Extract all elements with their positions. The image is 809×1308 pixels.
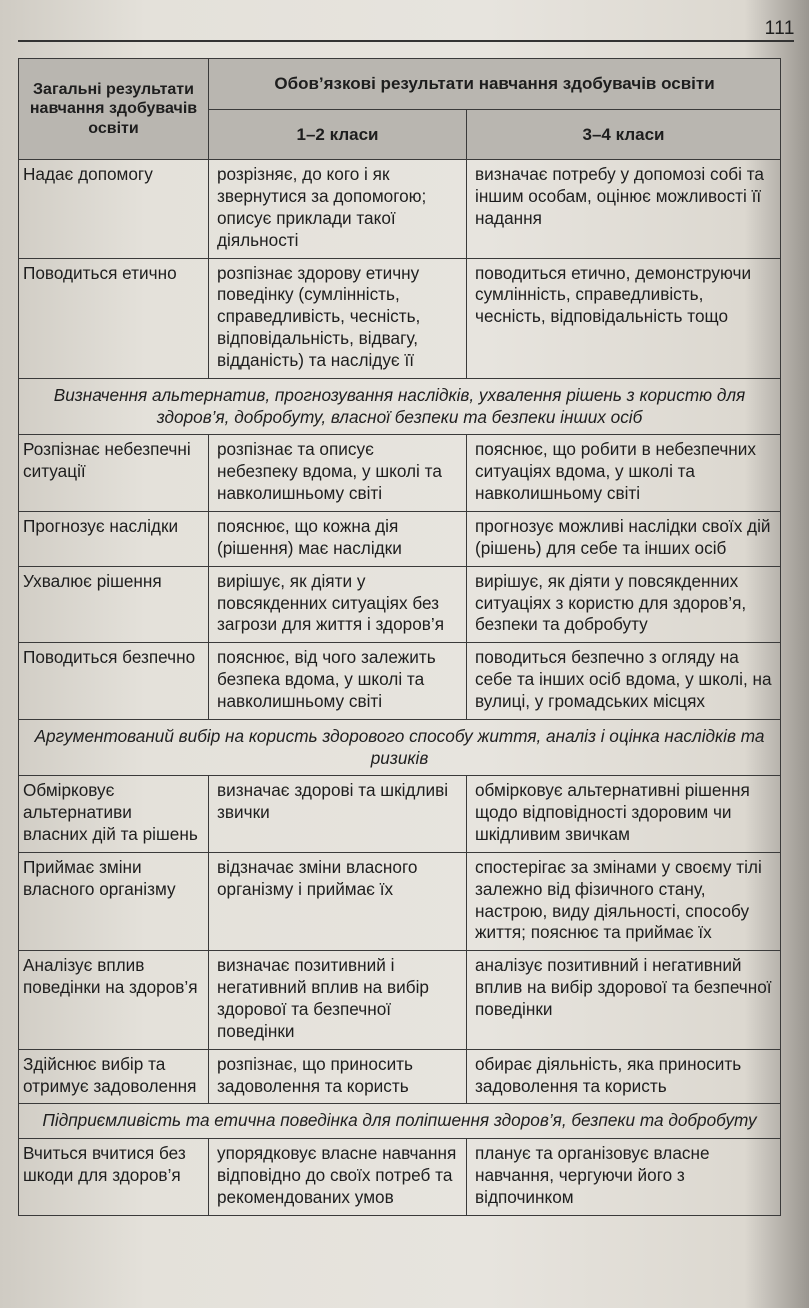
- grade-1-2-cell: розпізнає, що приносить задоволення та користь: [209, 1049, 467, 1104]
- general-result-cell: Обмірковує альтернативи власних дій та рішень: [19, 776, 209, 853]
- section-row: [19, 1104, 781, 1139]
- grade-1-2-cell: визначає здорові та шкідливі звички: [209, 776, 467, 853]
- table-body: [19, 160, 781, 1216]
- grade-3-4-cell: визначає потребу у допомозі собі та іншим особам, оцінює можливості її надання: [467, 160, 781, 258]
- general-result-cell: Поводиться безпечно: [19, 643, 209, 720]
- grade-1-2-cell: пояснює, від чого залежить безпека вдома, у школі та навколишньому світі: [209, 643, 467, 720]
- grade-1-2-cell: вирішує, як діяти у повсякденних ситуаціях без загрози для життя і здоров’я: [209, 566, 467, 643]
- grade-1-2-cell: упорядковує власне навчання відповідно до своїх потреб та рекомендованих умов: [209, 1139, 467, 1216]
- grade-3-4-cell: аналізує позитивний і негативний вплив на вибір здорової та безпечної поведінки: [467, 951, 781, 1049]
- grade-3-4-cell: обирає діяльність, яка приносить задоволення та користь: [467, 1049, 781, 1104]
- grade-3-4-cell: поводиться безпечно з огляду на себе та інших осіб вдома, у школі, на вулиці, у громадських місцях: [467, 643, 781, 720]
- table-row: [19, 1049, 781, 1104]
- general-result-cell: Ухвалює рішення: [19, 566, 209, 643]
- table-row: [19, 1139, 781, 1216]
- general-result-cell: Здійснює вибір та отримує задоволення: [19, 1049, 209, 1104]
- grade-3-4-cell: поводиться етично, демонструючи сумлінність, справедливість, чесність, відповідальність тощо: [467, 258, 781, 378]
- header-general-results: Загальні результати навчання здобувачів освіти: [19, 59, 209, 160]
- page-number: 111: [764, 18, 795, 39]
- section-row: [19, 719, 781, 776]
- table-row: [19, 643, 781, 720]
- header-grade-1-2: 1–2 класи: [209, 109, 467, 160]
- header-mandatory-results: Обов’язкові результати навчання здобувачів освіти: [209, 59, 781, 110]
- table-row: [19, 258, 781, 378]
- general-result-cell: Поводиться етично: [19, 258, 209, 378]
- learning-outcomes-table: [18, 58, 781, 1216]
- grade-3-4-cell: планує та організовує власне навчання, чергуючи його з відпочинком: [467, 1139, 781, 1216]
- table-row: [19, 951, 781, 1049]
- grade-3-4-cell: спостерігає за змінами у своєму тілі залежно від фізичного стану, настрою, виду діяльності, способу життя; пояснює та приймає їх: [467, 852, 781, 950]
- table-row: [19, 852, 781, 950]
- table-row: [19, 435, 781, 512]
- section-heading: Аргументований вибір на користь здорового способу життя, аналіз і оцінка наслідків та ризиків: [19, 719, 781, 776]
- grade-1-2-cell: розпізнає та описує небезпеку вдома, у школі та навколишньому світі: [209, 435, 467, 512]
- section-heading: Підприємливість та етична поведінка для поліпшення здоров’я, безпеки та добробуту: [19, 1104, 781, 1139]
- grade-3-4-cell: прогнозує можливі наслідки своїх дій (рішень) для себе та інших осіб: [467, 511, 781, 566]
- general-result-cell: Надає допомогу: [19, 160, 209, 258]
- table-row: [19, 160, 781, 258]
- general-result-cell: Вчиться вчитися без шкоди для здоров’я: [19, 1139, 209, 1216]
- grade-3-4-cell: обмірковує альтернативні рішення щодо відповідності здоровим чи шкідливим звичкам: [467, 776, 781, 853]
- general-result-cell: Приймає зміни власного організму: [19, 852, 209, 950]
- grade-1-2-cell: розрізняє, до кого і як звернутися за допомогою; описує приклади такої діяльності: [209, 160, 467, 258]
- general-result-cell: Прогнозує наслідки: [19, 511, 209, 566]
- grade-1-2-cell: пояснює, що кожна дія (рішення) має наслідки: [209, 511, 467, 566]
- grade-1-2-cell: відзначає зміни власного організму і приймає їх: [209, 852, 467, 950]
- grade-3-4-cell: вирішує, як діяти у повсякденних ситуаціях з користю для здоров’я, безпеки та добробуту: [467, 566, 781, 643]
- header-grade-3-4: 3–4 класи: [467, 109, 781, 160]
- grade-1-2-cell: розпізнає здорову етичну поведінку (сумлінність, справедливість, чесність, відповідальність, відвагу, відданість) та наслідує її: [209, 258, 467, 378]
- grade-1-2-cell: визначає позитивний і негативний вплив на вибір здорової та безпечної поведінки: [209, 951, 467, 1049]
- general-result-cell: Аналізує вплив поведінки на здоров’я: [19, 951, 209, 1049]
- section-row: [19, 378, 781, 435]
- section-heading: Визначення альтернатив, прогнозування наслідків, ухвалення рішень з користю для здоров’я, добробуту, власної безпеки та безпеки інших осіб: [19, 378, 781, 435]
- table-row: [19, 566, 781, 643]
- grade-3-4-cell: пояснює, що робити в небезпечних ситуаціях вдома, у школі та навколишньому світі: [467, 435, 781, 512]
- header-rule: [18, 40, 794, 42]
- general-result-cell: Розпізнає небезпечні ситуації: [19, 435, 209, 512]
- table-row: [19, 511, 781, 566]
- table-row: [19, 776, 781, 853]
